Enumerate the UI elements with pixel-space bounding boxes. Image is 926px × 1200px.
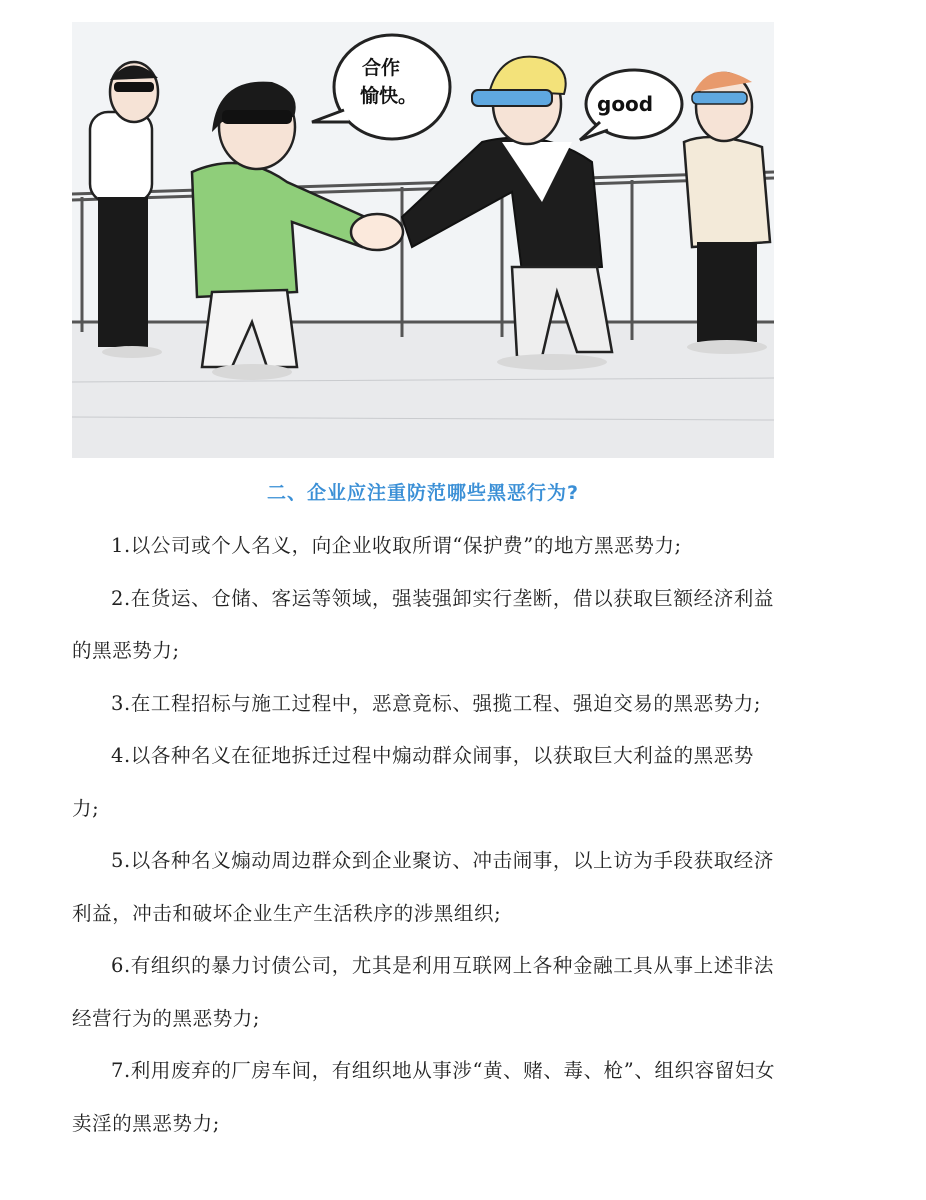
paragraph-3: 3.在工程招标与施工过程中，恶意竟标、强揽工程、强迫交易的黑恶势力; [111, 691, 762, 715]
bubble-right-text: good [597, 92, 654, 116]
paragraph-5: 5.以各种名义煽动周边群众到企业聚访、冲击闹事，以上访为手段获取经济利益，冲击和破坏企业生产生活秩序的涉黑组织; [72, 849, 775, 925]
article-body [72, 520, 776, 1150]
bubble-left-line1: 合作 [362, 57, 401, 79]
section-heading: 二、企业应注重防范哪些黑恶行为? [266, 482, 580, 504]
bubble-left-line2: 愉快。 [360, 85, 418, 107]
cartoon-illustration [72, 22, 774, 458]
cartoon-handshake-scene [72, 22, 774, 458]
paragraph-7: 7.利用废弃的厂房车间，有组织地从事涉“黄、赌、毒、枪”、组织容留妇女卖淫的黑恶势力; [72, 1059, 776, 1135]
handshake [351, 214, 403, 250]
paragraph-2: 2.在货运、仓储、客运等领域，强装强卸实行垄断，借以获取巨额经济利益的黑恶势力; [72, 586, 775, 662]
paragraph-1: 1.以公司或个人名义，向企业收取所谓“保护费”的地方黑恶势力; [111, 534, 682, 557]
paragraph-4: 4.以各种名义在征地拆迁过程中煽动群众闹事，以获取巨大利益的黑恶势力; [72, 744, 754, 820]
paragraph-6: 6.有组织的暴力讨债公司，尤其是利用互联网上各种金融工具从事上述非法经营行为的黑恶势力; [72, 954, 775, 1030]
